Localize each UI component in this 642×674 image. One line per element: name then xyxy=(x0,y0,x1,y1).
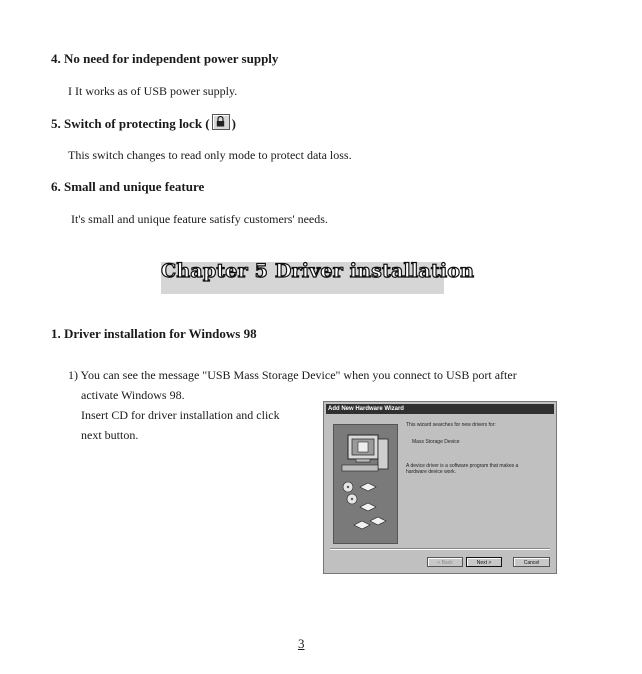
section-5-heading-close: ) xyxy=(231,116,236,131)
cancel-button[interactable]: Cancel xyxy=(513,557,550,567)
wizard-desc-line-2: hardware device work. xyxy=(406,469,457,475)
chapter-title: Chapter 5 Driver installation xyxy=(161,260,475,282)
step-1-line-1: 1) You can see the message "USB Mass Storage Device" when you connect to USB port after xyxy=(68,368,517,382)
section-6-body: It's small and unique feature satisfy customers' needs. xyxy=(71,212,328,226)
lock-icon xyxy=(212,114,230,130)
driver-section-heading: 1. Driver installation for Windows 98 xyxy=(51,326,257,341)
instruction-line-2: next button. xyxy=(81,428,139,442)
section-5-body: This switch changes to read only mode to protect data loss. xyxy=(68,148,352,162)
hardware-wizard-screenshot xyxy=(323,401,557,574)
page-number: 3 xyxy=(298,636,305,651)
section-4-heading: 4. No need for independent power supply xyxy=(51,51,279,66)
section-5-heading xyxy=(51,114,236,132)
computer-cd-icon xyxy=(334,425,397,543)
instruction-line-1: Insert CD for driver installation and click xyxy=(81,408,280,422)
section-5-heading-text: 5. Switch of protecting lock ( xyxy=(51,116,210,131)
next-button[interactable]: Next > xyxy=(466,557,502,567)
section-4-body: I It works as of USB power supply. xyxy=(68,84,238,98)
wizard-separator xyxy=(330,548,550,550)
wizard-intro-text: This wizard searches for new drivers for: xyxy=(406,422,496,428)
section-6-heading: 6. Small and unique feature xyxy=(51,179,205,194)
wizard-device-name: Mass Storage Device xyxy=(412,439,460,445)
wizard-titlebar: Add New Hardware Wizard xyxy=(326,404,554,414)
step-1-line-2: activate Windows 98. xyxy=(81,388,185,402)
back-button[interactable]: < Back xyxy=(427,557,463,567)
wizard-desc-line-1: A device driver is a software program that makes a xyxy=(406,463,519,469)
wizard-illustration xyxy=(333,424,398,544)
